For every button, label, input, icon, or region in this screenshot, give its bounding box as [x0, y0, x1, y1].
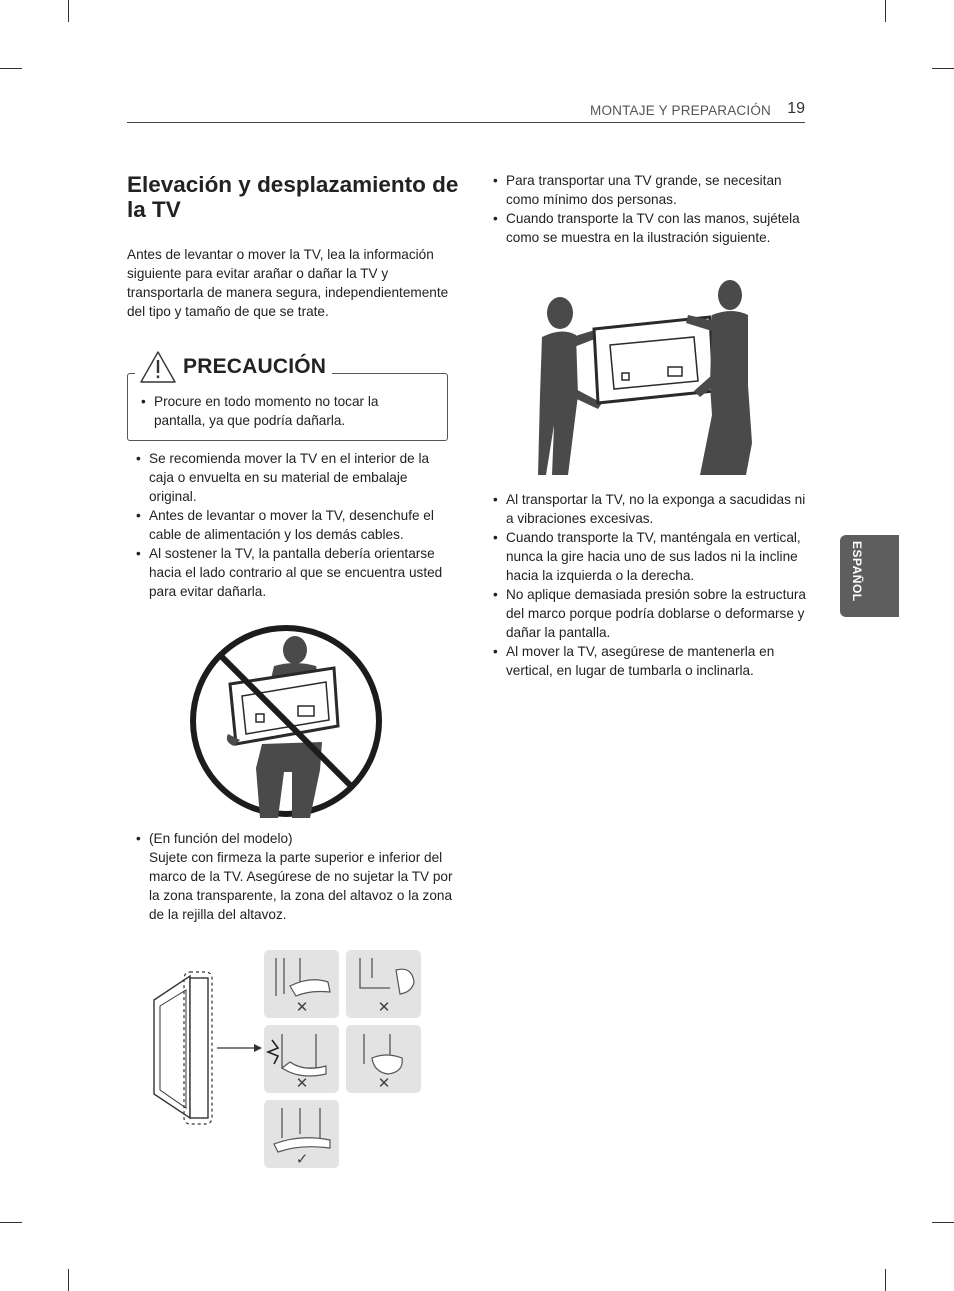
list-item: • Antes de levantar o mover la TV, desenchufe el cable de alimentación y los demás cables. [127, 506, 457, 544]
grip-instructions [127, 829, 457, 924]
intro-paragraph: Antes de levantar o mover la TV, lea la información siguiente para evitar arañar o dañar la TV y transportarla de manera segura, independientemente del tipo y tamaño de que se trate. [127, 247, 449, 319]
handling-list [127, 449, 457, 601]
list-item: • Cuando transporte la TV con las manos, sujétela como se muestra en la ilustración siguiente. [484, 209, 814, 247]
list-item: • Para transportar una TV grande, se necesitan como mínimo dos personas. [484, 171, 814, 209]
language-tab-label: ESPAÑOL [850, 541, 864, 602]
person-left-figure [538, 297, 602, 475]
list-item [127, 829, 457, 924]
crop-mark [932, 1222, 954, 1223]
page-number: 19 [787, 100, 805, 117]
crop-mark [68, 1269, 69, 1291]
transport-list [484, 171, 814, 247]
grip-mark-0: ✕ [295, 998, 309, 1016]
list-item-text: Sujete con firmeza la parte superior e inferior del marco de la TV. Asegúrese de no sujetar la TV por la zona transparente, la zona del altavoz o la zona de la rejilla del altavoz. [149, 850, 453, 922]
grip-panel [346, 1025, 421, 1093]
grip-panel [264, 1025, 339, 1093]
two-person-carry-illustration [538, 275, 752, 477]
crop-mark [0, 68, 22, 69]
grip-mark-2: ✕ [295, 1074, 309, 1092]
tv-side-view [154, 972, 212, 1124]
crop-mark [885, 0, 886, 22]
grip-panel [264, 1100, 339, 1168]
warning-icon [139, 350, 177, 384]
crop-mark [0, 1222, 22, 1223]
list-item: • Al sostener la TV, la pantalla debería orientarse hacia el lado contrario al que se encuentra usted para evitar dañarla. [127, 544, 457, 601]
list-item: • Cuando transporte la TV, manténgala en vertical, nunca la gire hacia uno de sus lados ni la incline hacia la izquierda o la derecha. [484, 528, 814, 585]
page-header [127, 100, 805, 123]
section-title: MONTAJE Y PREPARACIÓN [590, 103, 771, 118]
grip-positions-illustration [150, 948, 425, 1170]
list-item: • Al transportar la TV, no la exponga a sacudidas ni a vibraciones excesivas. [484, 490, 814, 528]
caution-list [132, 392, 432, 430]
arrow-icon [217, 1044, 262, 1052]
grip-mark-3: ✕ [377, 1074, 391, 1092]
caution-heading [135, 349, 332, 385]
list-item: • Al mover la TV, asegúrese de mantenerla en vertical, en lugar de tumbarla o inclinarla. [484, 642, 814, 680]
list-item-lead: (En función del modelo) [149, 831, 293, 846]
list-item: • Se recomienda mover la TV en el interior de la caja o envuelta en su material de embalaje original. [127, 449, 457, 506]
transport-precautions-list [484, 490, 814, 680]
grip-panel [264, 950, 339, 1018]
caution-title: PRECAUCIÓN [183, 355, 327, 378]
prohibited-carry-illustration [188, 622, 384, 820]
grip-mark-4: ✓ [295, 1150, 309, 1168]
crop-mark [885, 1269, 886, 1291]
language-tab [840, 535, 899, 617]
crop-mark [932, 68, 954, 69]
crop-mark [68, 0, 69, 22]
page-title: Elevación y desplazamiento de la TV [127, 172, 459, 222]
grip-panel [346, 950, 421, 1018]
list-item: • Procure en todo momento no tocar la pantalla, ya que podría dañarla. [132, 392, 432, 430]
grip-mark-1: ✕ [377, 998, 391, 1016]
list-item: • No aplique demasiada presión sobre la estructura del marco porque podría doblarse o deformarse y dañar la pantalla. [484, 585, 814, 642]
